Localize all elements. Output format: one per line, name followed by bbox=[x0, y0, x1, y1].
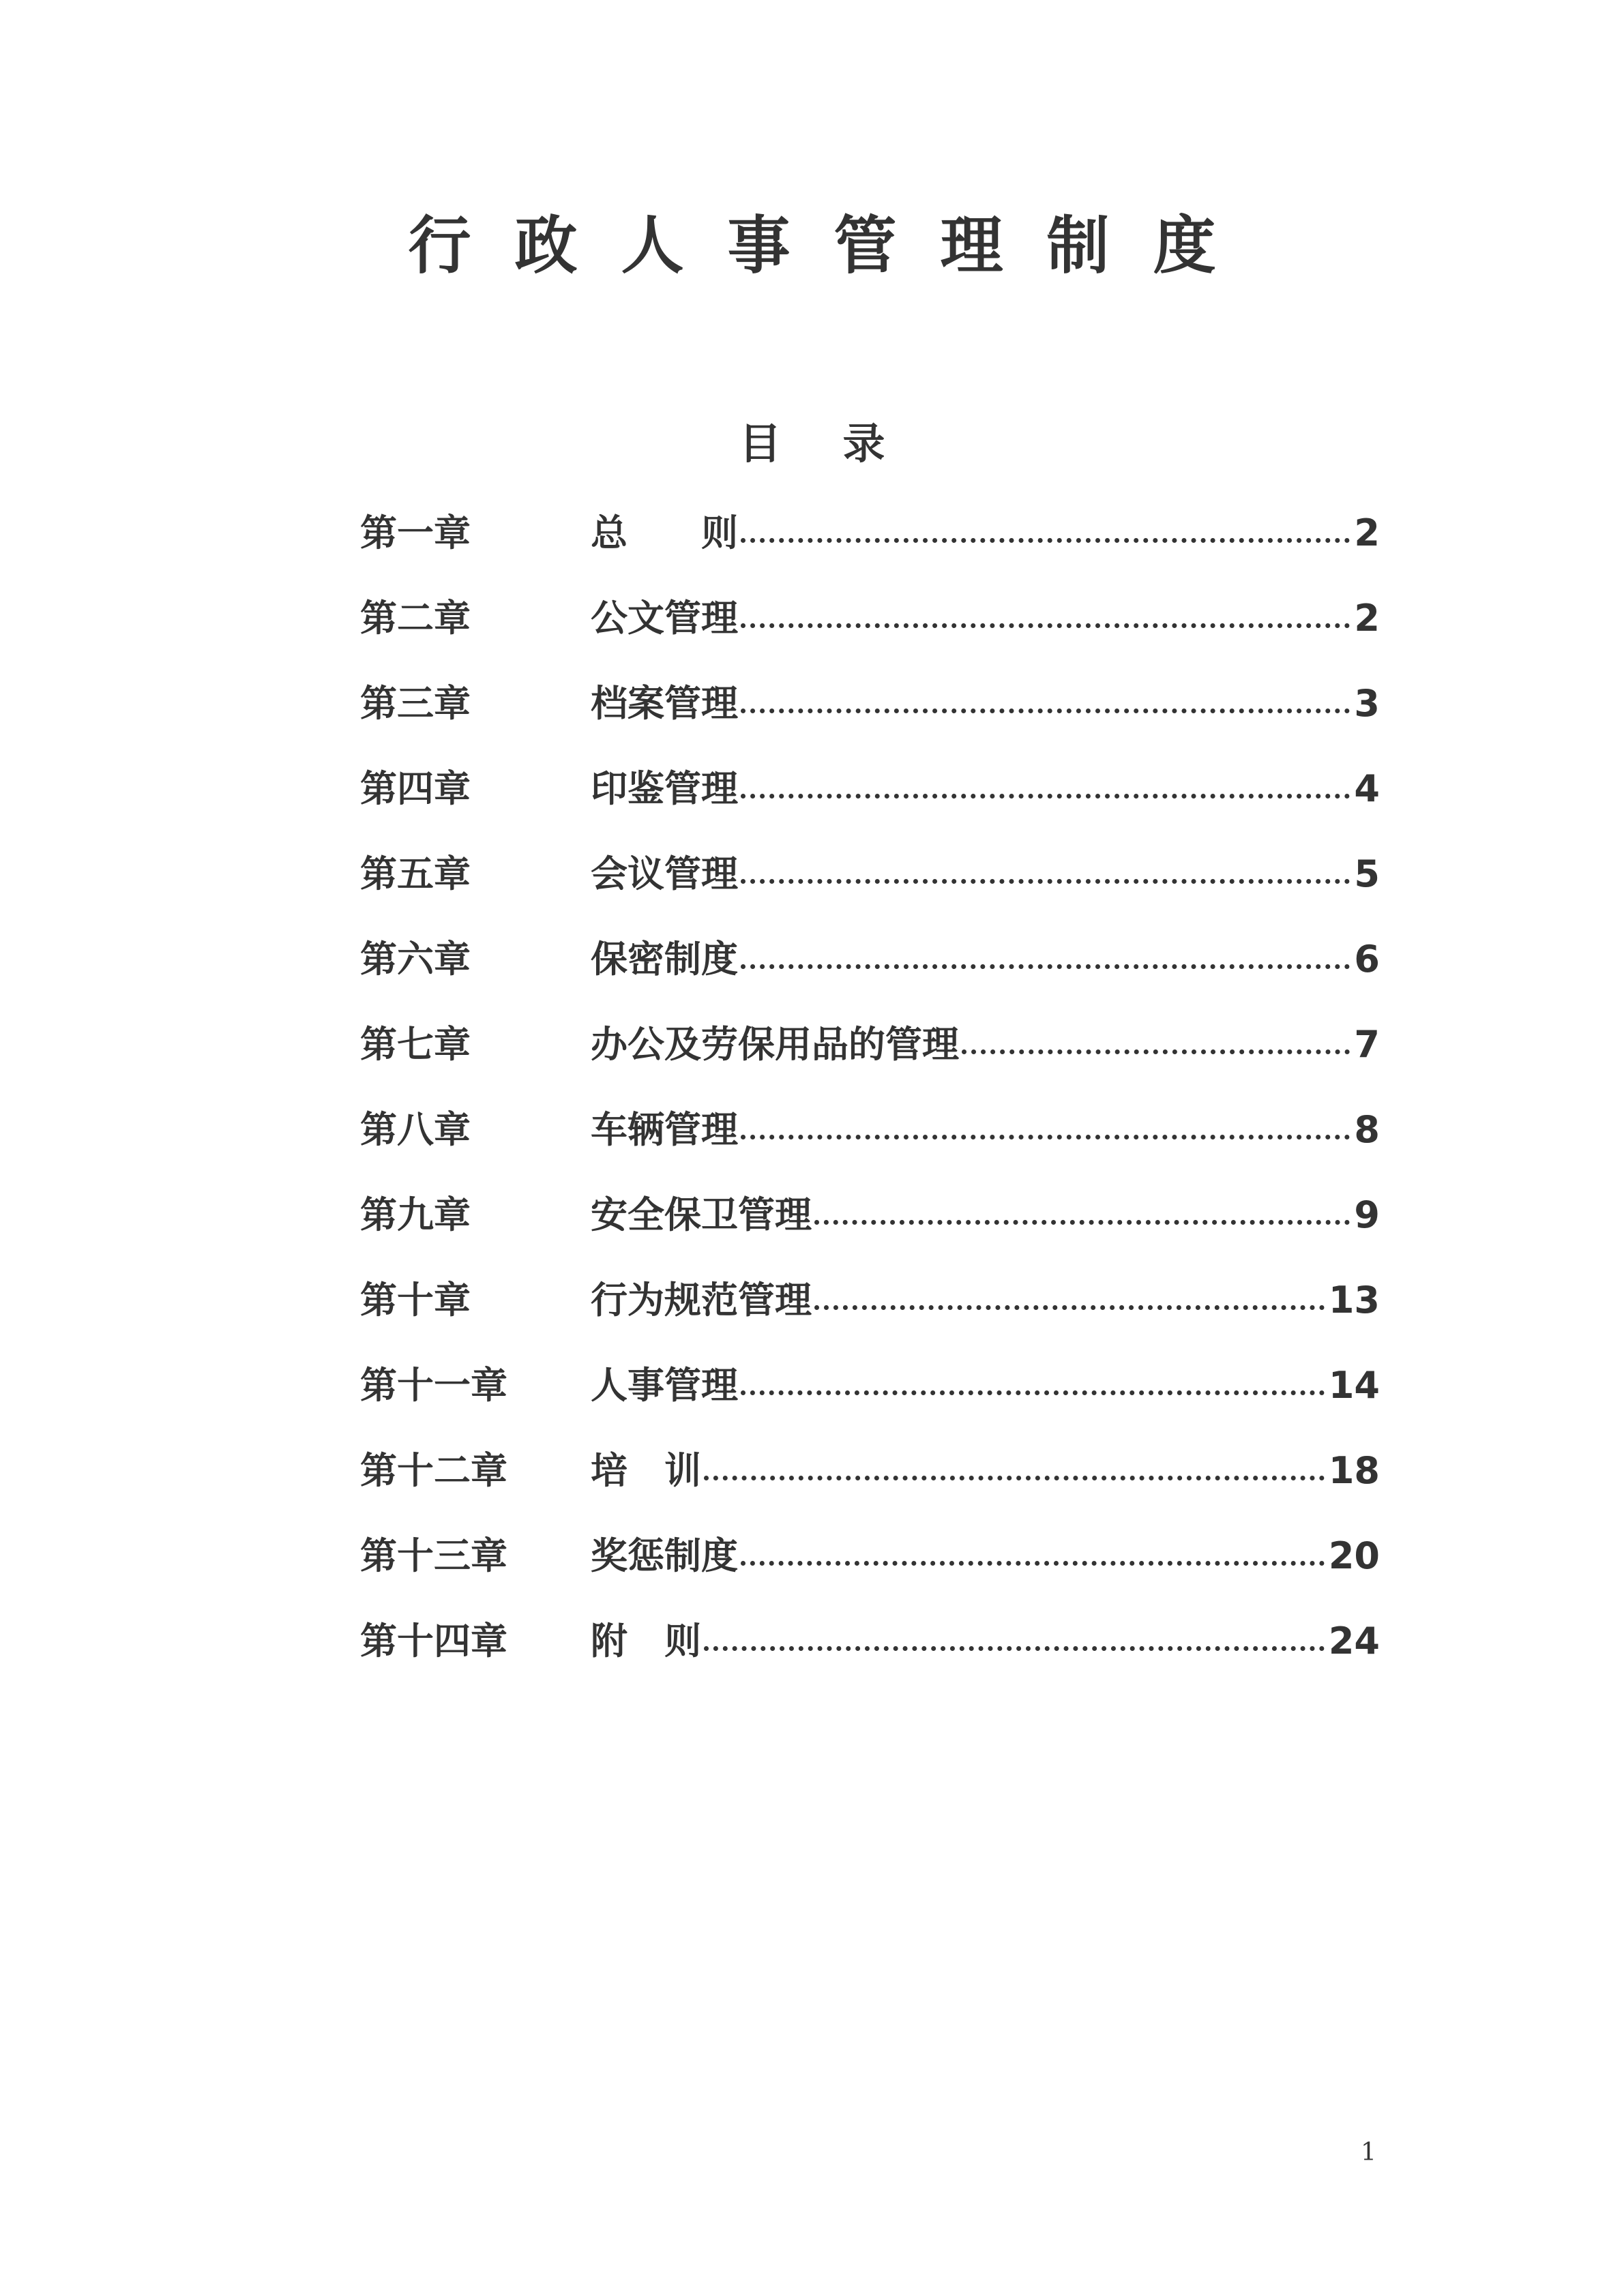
toc-entry-3[interactable] bbox=[360, 682, 1380, 767]
toc-chapter-number: 第八章 bbox=[360, 1108, 471, 1151]
toc-dot-leader bbox=[814, 1305, 1325, 1310]
toc-chapter-number: 第二章 bbox=[360, 597, 471, 640]
toc-chapter-title: 公文管理 bbox=[591, 597, 738, 640]
table-of-contents bbox=[360, 511, 1380, 1705]
toc-dot-leader bbox=[741, 1561, 1325, 1566]
toc-dot-leader bbox=[741, 964, 1350, 969]
toc-chapter-number: 第四章 bbox=[360, 767, 471, 810]
page-number: 1 bbox=[1361, 2138, 1376, 2166]
toc-chapter-title: 行为规范管理 bbox=[591, 1279, 812, 1322]
toc-chapter-number: 第五章 bbox=[360, 852, 471, 895]
toc-chapter-number: 第六章 bbox=[360, 938, 471, 981]
toc-page-number: 18 bbox=[1328, 1449, 1380, 1492]
toc-chapter-number: 第十一章 bbox=[360, 1364, 507, 1407]
toc-chapter-title: 会议管理 bbox=[591, 852, 738, 895]
toc-entry-1[interactable] bbox=[360, 511, 1380, 597]
toc-chapter-number: 第三章 bbox=[360, 682, 471, 725]
toc-chapter-number: 第十二章 bbox=[360, 1449, 507, 1492]
toc-dot-leader bbox=[741, 794, 1350, 799]
toc-entry-14[interactable] bbox=[360, 1620, 1380, 1705]
toc-chapter-number: 第十三章 bbox=[360, 1534, 507, 1577]
toc-page-number: 13 bbox=[1328, 1279, 1380, 1322]
toc-chapter-title: 档案管理 bbox=[591, 682, 738, 725]
toc-page-number: 9 bbox=[1354, 1193, 1380, 1236]
toc-dot-leader bbox=[704, 1476, 1325, 1480]
toc-dot-leader bbox=[741, 879, 1350, 884]
toc-dot-leader bbox=[741, 1390, 1325, 1395]
toc-chapter-number: 第十四章 bbox=[360, 1620, 507, 1663]
toc-chapter-number: 第七章 bbox=[360, 1023, 471, 1066]
toc-entry-2[interactable] bbox=[360, 597, 1380, 682]
toc-entry-6[interactable] bbox=[360, 938, 1380, 1023]
toc-chapter-title: 安全保卫管理 bbox=[591, 1193, 812, 1236]
toc-page-number: 2 bbox=[1354, 597, 1380, 640]
toc-page-number: 4 bbox=[1354, 767, 1380, 810]
toc-page-number: 24 bbox=[1328, 1620, 1380, 1663]
toc-chapter-number: 第九章 bbox=[360, 1193, 471, 1236]
toc-chapter-title: 培 训 bbox=[591, 1449, 701, 1492]
toc-chapter-title: 办公及劳保用品的管理 bbox=[591, 1023, 959, 1066]
toc-dot-leader bbox=[741, 538, 1350, 543]
toc-page-number: 3 bbox=[1354, 682, 1380, 725]
toc-entry-7[interactable] bbox=[360, 1023, 1380, 1108]
toc-chapter-title: 附 则 bbox=[591, 1620, 701, 1663]
toc-chapter-title: 保密制度 bbox=[591, 938, 738, 981]
toc-page-number: 20 bbox=[1328, 1534, 1380, 1577]
toc-page-number: 7 bbox=[1354, 1023, 1380, 1066]
toc-page-number: 8 bbox=[1354, 1108, 1380, 1151]
document-title: 行政人事管理制度 bbox=[408, 209, 1260, 282]
toc-chapter-title: 总 则 bbox=[591, 511, 738, 554]
toc-page-number: 6 bbox=[1354, 938, 1380, 981]
toc-entry-8[interactable] bbox=[360, 1108, 1380, 1193]
toc-entry-9[interactable] bbox=[360, 1193, 1380, 1279]
toc-page-number: 5 bbox=[1354, 852, 1380, 895]
toc-chapter-number: 第十章 bbox=[360, 1279, 471, 1322]
toc-entry-5[interactable] bbox=[360, 852, 1380, 938]
toc-page-number: 2 bbox=[1354, 511, 1380, 554]
toc-heading: 目录 bbox=[739, 419, 947, 468]
toc-dot-leader bbox=[704, 1646, 1325, 1651]
toc-dot-leader bbox=[741, 709, 1350, 713]
toc-chapter-number: 第一章 bbox=[360, 511, 471, 554]
toc-entry-13[interactable] bbox=[360, 1534, 1380, 1620]
toc-entry-10[interactable] bbox=[360, 1279, 1380, 1364]
toc-dot-leader bbox=[814, 1220, 1350, 1225]
toc-chapter-title: 车辆管理 bbox=[591, 1108, 738, 1151]
toc-chapter-title: 印鉴管理 bbox=[591, 767, 738, 810]
toc-entry-12[interactable] bbox=[360, 1449, 1380, 1534]
toc-entry-11[interactable] bbox=[360, 1364, 1380, 1449]
toc-dot-leader bbox=[741, 1135, 1350, 1139]
toc-page-number: 14 bbox=[1328, 1364, 1380, 1407]
toc-chapter-title: 奖惩制度 bbox=[591, 1534, 738, 1577]
toc-chapter-title: 人事管理 bbox=[591, 1364, 738, 1407]
toc-entry-4[interactable] bbox=[360, 767, 1380, 852]
toc-dot-leader bbox=[741, 623, 1350, 628]
toc-dot-leader bbox=[962, 1049, 1350, 1054]
